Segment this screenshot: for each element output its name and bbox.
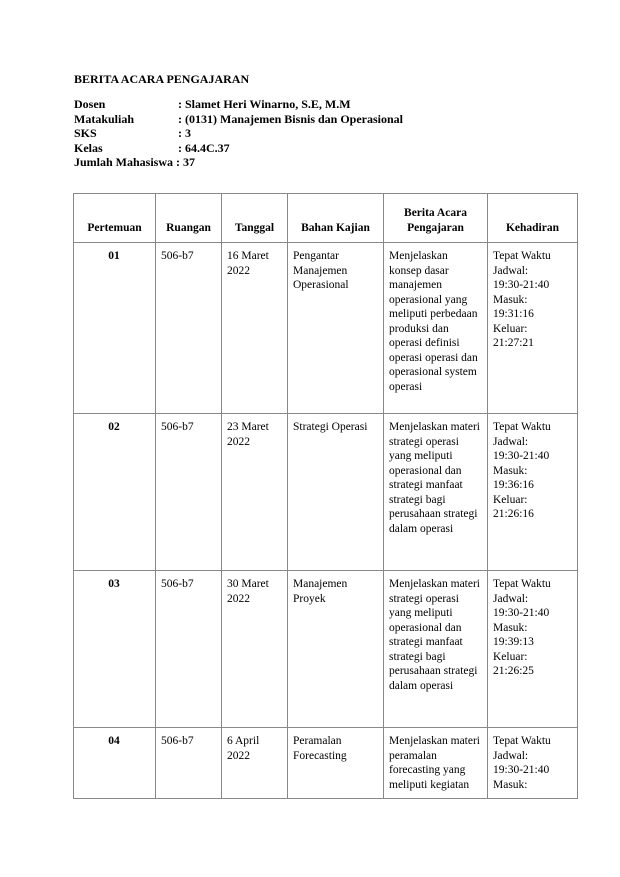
kehadiran-line: 19:39:13 [493, 636, 534, 648]
table-row [74, 243, 578, 414]
kehadiran-line: Tepat Waktu [493, 421, 551, 433]
info-value: : 37 [176, 155, 196, 169]
table-row [74, 728, 578, 799]
kehadiran-line: Masuk: [493, 293, 528, 306]
cell-berita-acara: Menjelaskan konsep dasar manajemen operasional yang meliputi perbedaan produksi dan operasi definisi operasi operasi dan operasional system operasi [384, 243, 488, 414]
course-info [74, 97, 403, 170]
table-row [74, 571, 578, 728]
info-row-dosen [74, 97, 403, 112]
info-label: Jumlah Mahasiswa [74, 155, 174, 169]
kehadiran-line: 19:30-21:40 [493, 450, 550, 462]
attendance-table [73, 193, 578, 799]
cell-bahan-kajian: Pengantar Manajemen Operasional [288, 243, 384, 414]
header-ruangan: Ruangan [156, 194, 222, 243]
info-row-sks [74, 126, 403, 141]
cell-tanggal: 30 Maret 2022 [222, 571, 288, 728]
kehadiran-line: Masuk: [493, 621, 528, 634]
kehadiran-line: Jadwal: [493, 435, 529, 448]
kehadiran-line: Jadwal: [493, 264, 529, 277]
cell-bahan-kajian: Manajemen Proyek [288, 571, 384, 728]
cell-ruangan: 506-b7 [156, 243, 222, 414]
info-value: : 64.4C.37 [178, 140, 230, 155]
info-value: : Slamet Heri Winarno, S.E, M.M [178, 97, 351, 111]
kehadiran-line: 21:26:25 [493, 665, 534, 677]
cell-kehadiran [488, 414, 578, 571]
kehadiran-line: Keluar: [493, 650, 528, 663]
info-label: Kelas [74, 140, 103, 155]
kehadiran-line: 19:30-21:40 [493, 764, 550, 776]
cell-tanggal: 16 Maret 2022 [222, 243, 288, 414]
cell-pertemuan: 04 [74, 728, 156, 799]
kehadiran-line: Keluar: [493, 493, 528, 506]
kehadiran-line: 19:30-21:40 [493, 279, 550, 291]
info-label: SKS [74, 126, 97, 140]
info-row-kelas [74, 141, 403, 156]
kehadiran-line: Tepat Waktu [493, 578, 551, 590]
kehadiran-line: Masuk: [493, 778, 528, 791]
info-value: : 3 [178, 126, 191, 140]
kehadiran-line: Tepat Waktu [493, 735, 551, 747]
kehadiran-line: Keluar: [493, 322, 528, 335]
kehadiran-line: Masuk: [493, 464, 528, 477]
cell-berita-acara: Menjelaskan materi strategi operasi yang meliputi operasional dan strategi manfaat strategi bagi perusahaan strategi dalam operasi [384, 414, 488, 571]
kehadiran-line: Tepat Waktu [493, 250, 551, 262]
info-row-jumlah-mahasiswa [74, 155, 403, 170]
info-value: : (0131) Manajemen Bisnis dan Operasional [178, 111, 404, 126]
table-row [74, 414, 578, 571]
cell-kehadiran [488, 728, 578, 799]
cell-ruangan: 506-b7 [156, 414, 222, 571]
kehadiran-line: 21:27:21 [493, 337, 534, 349]
cell-pertemuan: 03 [74, 571, 156, 728]
kehadiran-line: Jadwal: [493, 749, 529, 762]
header-tanggal: Tanggal [222, 194, 288, 243]
kehadiran-line: 19:30-21:40 [493, 607, 550, 619]
cell-kehadiran [488, 571, 578, 728]
cell-bahan-kajian: Peramalan Forecasting [288, 728, 384, 799]
info-label: Matakuliah [74, 111, 135, 126]
kehadiran-line: Jadwal: [493, 592, 529, 605]
page-title: BERITA ACARA PENGAJARAN [74, 72, 250, 86]
cell-berita-acara: Menjelaskan materi peramalan forecasting yang meliputi kegiatan [384, 728, 488, 799]
kehadiran-line: 19:36:16 [493, 479, 534, 491]
header-berita-acara: Berita Acara Pengajaran [384, 194, 488, 243]
cell-tanggal: 6 April 2022 [222, 728, 288, 799]
table-header-row [74, 194, 578, 243]
kehadiran-line: 19:31:16 [493, 308, 534, 320]
header-bahan-kajian: Bahan Kajian [288, 194, 384, 243]
info-label: Dosen [74, 97, 106, 111]
kehadiran-line: 21:26:16 [493, 508, 534, 520]
cell-kehadiran [488, 243, 578, 414]
cell-berita-acara: Menjelaskan materi strategi operasi yang meliputi operasional dan strategi manfaat strategi bagi perusahaan strategi dalam operasi [384, 571, 488, 728]
cell-pertemuan: 01 [74, 243, 156, 414]
info-row-matakuliah [74, 112, 403, 127]
cell-ruangan: 506-b7 [156, 728, 222, 799]
header-pertemuan: Pertemuan [74, 194, 156, 243]
header-kehadiran: Kehadiran [488, 194, 578, 243]
cell-bahan-kajian: Strategi Operasi [288, 414, 384, 571]
cell-ruangan: 506-b7 [156, 571, 222, 728]
cell-tanggal: 23 Maret 2022 [222, 414, 288, 571]
cell-pertemuan: 02 [74, 414, 156, 571]
